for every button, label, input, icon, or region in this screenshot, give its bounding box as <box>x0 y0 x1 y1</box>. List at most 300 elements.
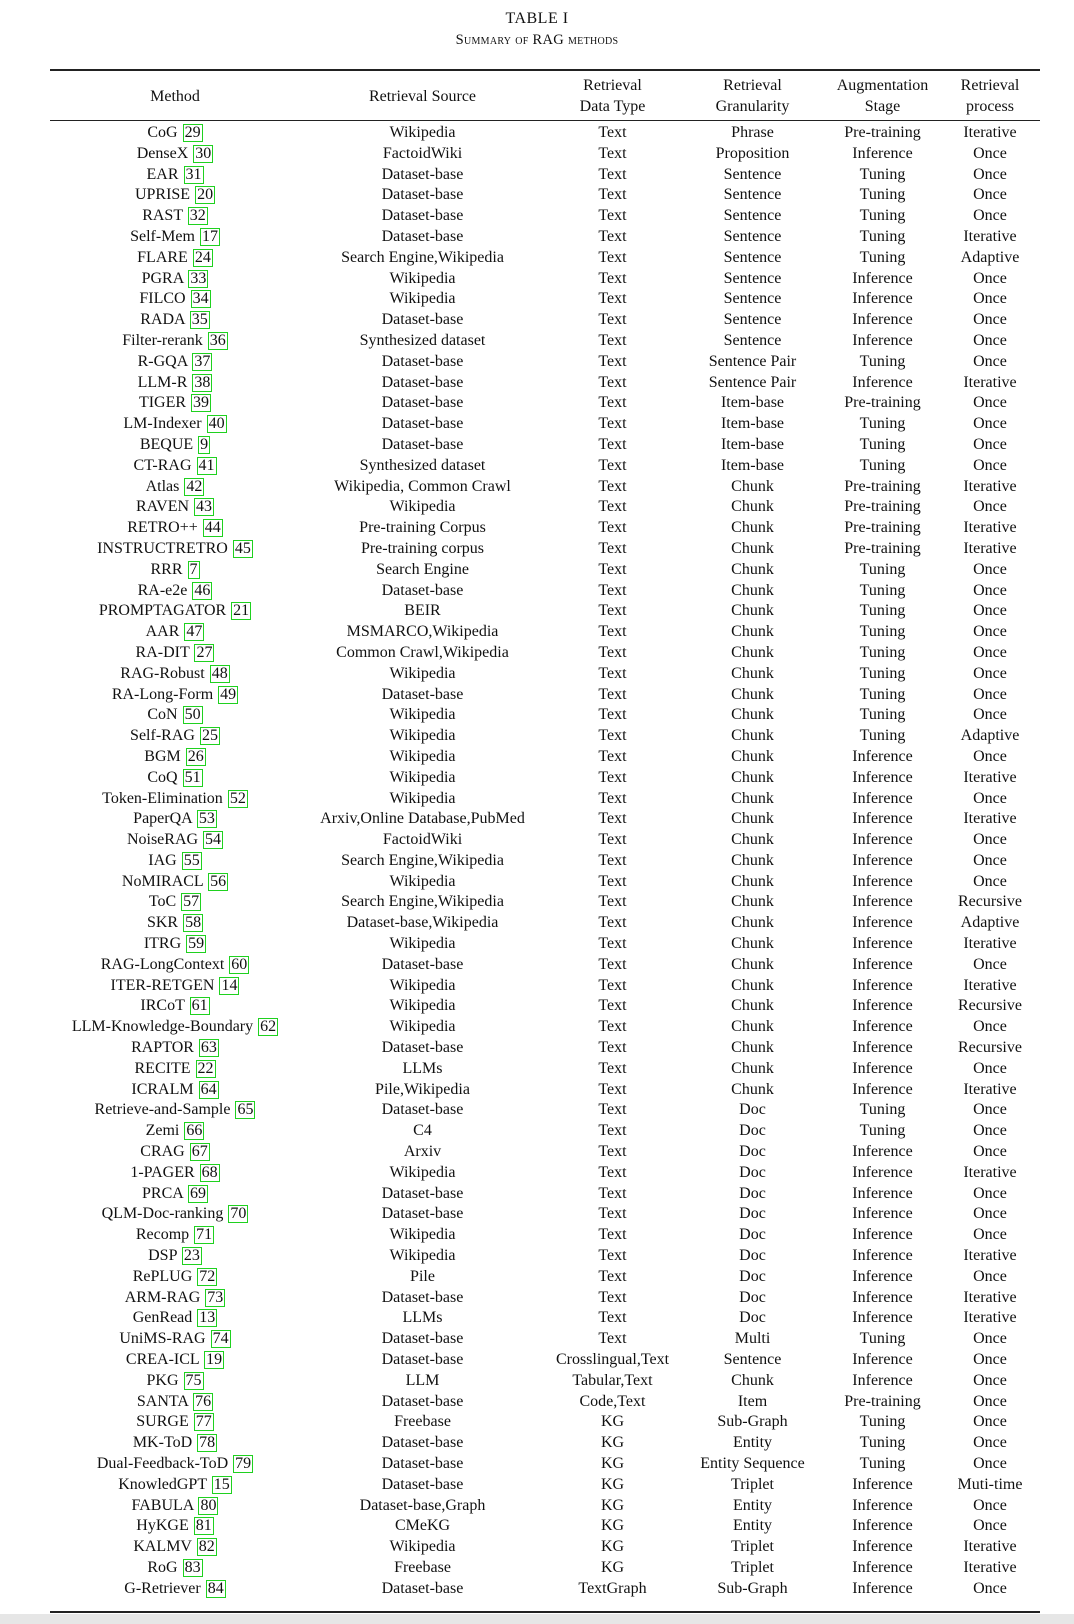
citation-link[interactable]: 73 <box>207 1288 224 1306</box>
header-retrieval-granularity: Retrieval Granularity <box>715 77 790 115</box>
citation-link[interactable]: 37 <box>194 352 211 370</box>
cell-augmentation-stage: Inference <box>852 1226 913 1244</box>
citation-link[interactable]: 21 <box>233 602 250 620</box>
cell-retrieval-data-type: Text <box>598 1184 627 1202</box>
cell-retrieval-source: Arxiv,Online Database,PubMed <box>320 810 525 828</box>
cell-retrieval-granularity: Phrase <box>731 124 774 141</box>
citation-link[interactable]: 76 <box>195 1392 212 1410</box>
citation-link[interactable]: 39 <box>193 394 210 412</box>
citation-link[interactable]: 46 <box>194 581 211 599</box>
citation-link[interactable]: 59 <box>188 935 205 953</box>
cell-augmentation-stage: Inference <box>852 1288 913 1306</box>
cell-method <box>50 1329 300 1350</box>
cell-retrieval-granularity: Chunk <box>731 623 774 641</box>
citation-link[interactable]: 7 <box>189 560 198 578</box>
cell-retrieval-data-type: Text <box>598 1039 627 1057</box>
table-row <box>50 1412 1040 1433</box>
cell-retrieval-source: Freebase <box>394 1558 451 1576</box>
cell-retrieval-granularity: Entity <box>732 1496 773 1514</box>
citation-link[interactable]: 71 <box>196 1226 213 1244</box>
cell-retrieval-process: Iterative <box>963 519 1017 537</box>
cell-retrieval-data-type: Text <box>598 1101 627 1119</box>
citation-link[interactable]: 50 <box>184 706 201 724</box>
cell-retrieval-source: Common Crawl,Wikipedia <box>336 643 509 661</box>
method-name: CREA-ICL <box>125 1351 200 1369</box>
cell-retrieval-granularity: Doc <box>739 1143 766 1161</box>
table-row <box>50 227 1040 248</box>
cell-retrieval-source: FactoidWiki <box>382 144 463 162</box>
table-row <box>50 497 1040 518</box>
citation-link[interactable]: 60 <box>231 955 248 973</box>
citation-link[interactable]: 15 <box>213 1475 230 1493</box>
cell-retrieval-granularity: Sentence <box>723 290 782 308</box>
cell-retrieval-process: Adaptive <box>960 248 1020 266</box>
cell-method <box>50 685 300 706</box>
cell-augmentation-stage: Inference <box>852 1205 913 1223</box>
citation-link[interactable]: 9 <box>200 435 209 453</box>
cell-method <box>50 310 300 331</box>
table-row <box>50 393 1040 414</box>
table-title: Summary of RAG methods <box>455 32 619 48</box>
citation-link[interactable]: 82 <box>198 1538 215 1556</box>
method-name: CoN <box>147 706 178 724</box>
cell-retrieval-source: Wikipedia <box>389 747 456 765</box>
cell-augmentation-stage: Tuning <box>859 727 906 745</box>
cell-retrieval-source: Wikipedia <box>389 1226 456 1244</box>
method-name: GenRead <box>132 1309 193 1327</box>
cell-method <box>50 1100 300 1121</box>
cell-retrieval-data-type: Text <box>598 519 627 537</box>
cell-method <box>50 1225 300 1246</box>
citation-link[interactable]: 64 <box>200 1080 217 1098</box>
cell-retrieval-data-type: Text <box>598 394 627 412</box>
cell-retrieval-source: LLMs <box>402 1059 443 1077</box>
table-row <box>50 1017 1040 1038</box>
cell-augmentation-stage: Inference <box>852 144 913 162</box>
method-name: KALMV <box>133 1538 192 1556</box>
cell-retrieval-granularity: Doc <box>739 1163 766 1181</box>
cell-retrieval-source: Wikipedia <box>389 1018 456 1036</box>
cell-retrieval-process: Once <box>973 789 1007 807</box>
method-name: BGM <box>144 747 181 765</box>
table-row <box>50 1392 1040 1413</box>
citation-link[interactable]: 72 <box>199 1267 216 1285</box>
cell-method <box>50 955 300 976</box>
cell-retrieval-granularity: Item-base <box>720 394 785 412</box>
cell-retrieval-process: Adaptive <box>960 914 1020 932</box>
citation-link[interactable]: 45 <box>234 539 251 557</box>
cell-retrieval-process: Once <box>973 456 1007 474</box>
cell-augmentation-stage: Inference <box>852 1039 913 1057</box>
cell-retrieval-source: Dataset-base <box>381 1455 464 1472</box>
cell-retrieval-source: Arxiv <box>403 1143 442 1161</box>
cell-method <box>50 227 300 248</box>
method-name: Self-Mem <box>130 227 195 245</box>
cell-augmentation-stage: Inference <box>852 311 913 329</box>
cell-retrieval-granularity: Chunk <box>731 976 774 994</box>
cell-retrieval-source: Dataset-base <box>381 581 464 599</box>
cell-augmentation-stage: Tuning <box>859 1455 906 1472</box>
cell-retrieval-data-type: Text <box>598 955 627 973</box>
cell-retrieval-data-type: Text <box>598 997 627 1015</box>
citation-link[interactable]: 55 <box>183 851 200 869</box>
cell-retrieval-data-type: Text <box>598 1143 627 1161</box>
header-retrieval-source: Retrieval Source <box>368 87 477 105</box>
cell-augmentation-stage: Inference <box>852 269 913 287</box>
table-row <box>50 685 1040 706</box>
method-name: RA-Long-Form <box>111 685 214 703</box>
citation-link[interactable]: 47 <box>186 623 203 641</box>
citation-link[interactable]: 69 <box>189 1184 206 1202</box>
table-row <box>50 643 1040 664</box>
table-row <box>50 1184 1040 1205</box>
cell-augmentation-stage: Inference <box>852 1309 913 1327</box>
cell-retrieval-granularity: Sentence <box>723 311 782 329</box>
cell-retrieval-granularity: Doc <box>739 1226 766 1244</box>
cell-augmentation-stage: Tuning <box>859 664 906 682</box>
citation-link[interactable]: 58 <box>185 914 202 932</box>
citation-link[interactable]: 42 <box>186 477 203 495</box>
citation-link[interactable]: 29 <box>184 124 201 141</box>
cell-method <box>50 373 300 394</box>
table-row <box>50 809 1040 830</box>
table-row <box>50 269 1040 290</box>
citation-link[interactable]: 78 <box>199 1434 216 1452</box>
bottom-rule <box>50 1611 1040 1613</box>
cell-retrieval-data-type: Text <box>598 685 627 703</box>
cell-retrieval-source: Dataset-base <box>381 394 464 412</box>
cell-retrieval-process: Once <box>973 498 1007 516</box>
table-row <box>50 456 1040 477</box>
method-name: Filter-rerank <box>122 331 203 349</box>
cell-retrieval-source: Wikipedia <box>389 1538 456 1556</box>
cell-retrieval-data-type: KG <box>600 1413 625 1431</box>
method-name: ICRALM <box>131 1080 194 1098</box>
cell-retrieval-process: Once <box>973 144 1007 162</box>
cell-augmentation-stage: Inference <box>852 331 913 349</box>
citation-link[interactable]: 24 <box>194 248 211 266</box>
citation-link[interactable]: 62 <box>260 1018 277 1036</box>
table-label: TABLE I <box>505 10 569 27</box>
cell-retrieval-granularity: Sentence <box>723 1351 782 1369</box>
citation-link[interactable]: 81 <box>195 1517 212 1535</box>
cell-method <box>50 1288 300 1309</box>
citation-link[interactable]: 79 <box>235 1455 252 1472</box>
cell-retrieval-granularity: Doc <box>739 1267 766 1285</box>
citation-link[interactable]: 26 <box>187 747 204 765</box>
citation-link[interactable]: 22 <box>197 1059 214 1077</box>
cell-method <box>50 1204 300 1225</box>
cell-retrieval-granularity: Chunk <box>731 872 774 890</box>
cell-method <box>50 851 300 872</box>
cell-retrieval-granularity: Item-base <box>720 435 785 453</box>
citation-link[interactable]: 43 <box>196 498 213 516</box>
citation-link[interactable]: 75 <box>185 1371 202 1389</box>
cell-retrieval-source: Pile,Wikipedia <box>375 1080 470 1098</box>
cell-retrieval-source: Search Engine,Wikipedia <box>341 248 504 266</box>
cell-method <box>50 1475 300 1496</box>
cell-augmentation-stage: Inference <box>852 789 913 807</box>
citation-link[interactable]: 54 <box>205 831 222 849</box>
header-retrieval-data-type: Retrieval Data Type <box>579 77 646 115</box>
cell-retrieval-process: Once <box>973 1143 1007 1161</box>
cell-retrieval-process: Adaptive <box>960 727 1020 745</box>
method-name: SKR <box>146 914 179 932</box>
method-name: UPRISE <box>134 186 191 204</box>
citation-link[interactable]: 80 <box>200 1496 217 1514</box>
citation-link[interactable]: 67 <box>191 1143 208 1161</box>
cell-retrieval-granularity: Chunk <box>731 560 774 578</box>
citation-link[interactable]: 51 <box>184 768 201 786</box>
cell-augmentation-stage: Tuning <box>859 602 906 620</box>
method-name: MK-ToD <box>132 1434 193 1452</box>
cell-augmentation-stage: Tuning <box>859 643 906 661</box>
citation-link[interactable]: 17 <box>201 227 218 245</box>
header-augmentation-stage: Augmentation Stage <box>836 77 929 115</box>
citation-link[interactable]: 19 <box>206 1351 223 1369</box>
cell-retrieval-data-type: Text <box>598 248 627 266</box>
citation-link[interactable]: 74 <box>212 1330 229 1348</box>
cell-retrieval-data-type: Text <box>598 1330 627 1348</box>
method-name: Atlas <box>145 477 180 495</box>
cell-retrieval-process: Once <box>973 165 1007 183</box>
cell-retrieval-granularity: Chunk <box>731 768 774 786</box>
cell-retrieval-process: Iterative <box>963 1309 1017 1327</box>
cell-augmentation-stage: Pre-training <box>844 394 921 412</box>
table-row <box>50 747 1040 768</box>
method-name: CoQ <box>147 768 178 786</box>
cell-retrieval-source: LLMs <box>402 1309 443 1327</box>
citation-link[interactable]: 57 <box>183 893 200 911</box>
citation-link[interactable]: 14 <box>221 976 238 994</box>
table-row <box>50 1204 1040 1225</box>
cell-method <box>50 1184 300 1205</box>
cell-retrieval-source: Search Engine,Wikipedia <box>341 851 504 869</box>
citation-link[interactable]: 25 <box>201 727 218 745</box>
cell-retrieval-source: Dataset-base <box>381 1351 464 1369</box>
citation-link[interactable]: 68 <box>201 1163 218 1181</box>
cell-retrieval-granularity: Chunk <box>731 706 774 724</box>
cell-retrieval-process: Once <box>973 331 1007 349</box>
cell-augmentation-stage: Inference <box>852 831 913 849</box>
method-name: FLARE <box>137 248 188 266</box>
cell-method <box>50 185 300 206</box>
citation-link[interactable]: 36 <box>209 331 226 349</box>
citation-link[interactable]: 61 <box>191 997 208 1015</box>
citation-link[interactable]: 38 <box>194 373 211 391</box>
cell-retrieval-process: Once <box>973 685 1007 703</box>
citation-link[interactable]: 84 <box>207 1579 224 1597</box>
cell-retrieval-process: Iterative <box>963 810 1017 828</box>
cell-augmentation-stage: Tuning <box>859 435 906 453</box>
table-row <box>50 581 1040 602</box>
method-name: RETRO++ <box>127 519 198 537</box>
cell-augmentation-stage: Inference <box>852 914 913 932</box>
method-name: NoiseRAG <box>126 831 199 849</box>
citation-link[interactable]: 34 <box>192 290 209 308</box>
method-name: SURGE <box>136 1413 189 1431</box>
cell-retrieval-data-type: Text <box>598 727 627 745</box>
method-name: PROMPTAGATOR <box>98 602 227 620</box>
citation-link[interactable]: 52 <box>229 789 246 807</box>
cell-method <box>50 705 300 726</box>
table-row <box>50 1246 1040 1267</box>
citation-link[interactable]: 70 <box>230 1205 247 1223</box>
cell-retrieval-source: Dataset-base <box>381 1434 464 1452</box>
cell-retrieval-data-type: Text <box>598 415 627 433</box>
cell-method <box>50 726 300 747</box>
cell-augmentation-stage: Tuning <box>859 685 906 703</box>
cell-retrieval-granularity: Sentence <box>723 227 782 245</box>
cell-method <box>50 1454 300 1475</box>
method-name: LM-Indexer <box>123 415 202 433</box>
citation-link[interactable]: 20 <box>197 186 214 204</box>
citation-link[interactable]: 65 <box>237 1101 254 1119</box>
method-name: FILCO <box>139 290 186 308</box>
citation-link[interactable]: 35 <box>191 311 208 329</box>
cell-augmentation-stage: Tuning <box>859 706 906 724</box>
method-name: RA-e2e <box>137 581 188 599</box>
method-name: RAVEN <box>135 498 190 516</box>
cell-retrieval-source: Wikipedia <box>389 872 456 890</box>
cell-retrieval-source: Dataset-base <box>381 685 464 703</box>
table-row <box>50 539 1040 560</box>
cell-retrieval-data-type: Text <box>598 227 627 245</box>
citation-link[interactable]: 33 <box>190 269 207 287</box>
citation-link[interactable]: 83 <box>184 1558 201 1576</box>
cell-retrieval-source: Wikipedia <box>389 269 456 287</box>
cell-retrieval-source: Dataset-base <box>381 1579 464 1597</box>
cell-retrieval-source: LLM <box>405 1371 440 1389</box>
cell-method <box>50 539 300 560</box>
cell-retrieval-process: Once <box>973 1496 1007 1514</box>
table-row <box>50 1100 1040 1121</box>
cell-method <box>50 289 300 310</box>
cell-retrieval-data-type: Text <box>598 207 627 225</box>
table-row <box>50 726 1040 747</box>
cell-method <box>50 1558 300 1579</box>
table-row <box>50 1225 1040 1246</box>
cell-retrieval-process: Once <box>973 1392 1007 1410</box>
citation-link[interactable]: 66 <box>186 1122 203 1140</box>
citation-link[interactable]: 48 <box>211 664 228 682</box>
citation-link[interactable]: 53 <box>198 810 215 828</box>
header-retrieval-process: Retrieval process <box>960 77 1020 115</box>
header-method: Method <box>150 87 200 105</box>
cell-retrieval-source: Search Engine <box>376 560 469 578</box>
citation-link[interactable]: 44 <box>204 519 221 537</box>
table-row <box>50 331 1040 352</box>
cell-retrieval-source: Dataset-base <box>381 1039 464 1057</box>
citation-link[interactable]: 23 <box>183 1247 200 1265</box>
citation-link[interactable]: 13 <box>199 1309 216 1327</box>
cell-retrieval-process: Iterative <box>963 477 1017 495</box>
cell-retrieval-process: Once <box>973 1351 1007 1369</box>
cell-retrieval-data-type: Text <box>598 768 627 786</box>
cell-retrieval-source: Dataset-base <box>381 227 464 245</box>
cell-augmentation-stage: Tuning <box>859 207 906 225</box>
method-name: Self-RAG <box>130 727 195 745</box>
citation-link[interactable]: 49 <box>220 685 237 703</box>
citation-link[interactable]: 77 <box>195 1413 212 1431</box>
cell-retrieval-granularity: Multi <box>734 1330 771 1348</box>
table-row <box>50 518 1040 539</box>
cell-retrieval-data-type: Text <box>598 914 627 932</box>
cell-retrieval-data-type: Text <box>598 539 627 557</box>
method-name: ITRG <box>143 935 182 953</box>
cell-augmentation-stage: Inference <box>852 976 913 994</box>
table-row <box>50 1308 1040 1329</box>
cell-retrieval-data-type: KG <box>600 1517 625 1535</box>
citation-link[interactable]: 40 <box>208 415 225 433</box>
cell-method <box>50 1246 300 1267</box>
cell-retrieval-process: Iterative <box>963 1080 1017 1098</box>
cell-retrieval-source: Wikipedia, Common Crawl <box>334 477 511 495</box>
cell-augmentation-stage: Inference <box>852 1018 913 1036</box>
cell-method <box>50 1308 300 1329</box>
citation-link[interactable]: 31 <box>185 165 202 183</box>
table-row <box>50 352 1040 373</box>
cell-retrieval-granularity: Entity Sequence <box>700 1455 805 1472</box>
cell-augmentation-stage: Inference <box>852 1163 913 1181</box>
method-name: RAST <box>142 207 183 225</box>
cell-retrieval-process: Recursive <box>958 1039 1022 1057</box>
cell-retrieval-process: Iterative <box>963 976 1017 994</box>
citation-link[interactable]: 56 <box>210 872 227 890</box>
cell-retrieval-data-type: Text <box>598 810 627 828</box>
citation-link[interactable]: 27 <box>196 643 213 661</box>
table-row <box>50 477 1040 498</box>
cell-retrieval-process: Once <box>973 1184 1007 1202</box>
method-name: RAPTOR <box>131 1039 194 1057</box>
method-name: Dual-Feedback-ToD <box>96 1455 229 1472</box>
cell-retrieval-process: Once <box>973 311 1007 329</box>
cell-augmentation-stage: Inference <box>852 373 913 391</box>
cell-retrieval-source: Dataset-base <box>381 311 464 329</box>
cell-retrieval-data-type: Text <box>598 456 627 474</box>
cell-retrieval-granularity: Chunk <box>731 664 774 682</box>
citation-link[interactable]: 63 <box>200 1039 217 1057</box>
cell-retrieval-process: Recursive <box>958 893 1022 911</box>
cell-retrieval-granularity: Chunk <box>731 727 774 745</box>
citation-link[interactable]: 41 <box>198 456 215 474</box>
cell-retrieval-process: Iterative <box>963 227 1017 245</box>
citation-link[interactable]: 30 <box>195 144 212 162</box>
cell-retrieval-data-type: Text <box>598 747 627 765</box>
cell-method <box>50 393 300 414</box>
cell-retrieval-process: Muti-time <box>957 1475 1023 1493</box>
cell-method <box>50 1142 300 1163</box>
method-name: Retrieve-and-Sample <box>94 1101 231 1119</box>
cell-augmentation-stage: Pre-training <box>844 477 921 495</box>
cell-retrieval-process: Once <box>973 1455 1007 1472</box>
citation-link[interactable]: 32 <box>189 207 206 225</box>
cell-retrieval-source: Dataset-base <box>381 165 464 183</box>
cell-retrieval-granularity: Triplet <box>731 1538 774 1556</box>
table-row <box>50 1329 1040 1350</box>
cell-retrieval-process: Once <box>973 1018 1007 1036</box>
cell-retrieval-source: Wikipedia <box>389 1247 456 1265</box>
cell-augmentation-stage: Inference <box>852 1517 913 1535</box>
cell-method <box>50 477 300 498</box>
table-row <box>50 705 1040 726</box>
cell-method <box>50 892 300 913</box>
method-name: SANTA <box>136 1392 189 1410</box>
table-row <box>50 206 1040 227</box>
cell-retrieval-granularity: Doc <box>739 1309 766 1327</box>
method-name: G-Retriever <box>124 1579 201 1597</box>
cell-retrieval-granularity: Chunk <box>731 539 774 557</box>
